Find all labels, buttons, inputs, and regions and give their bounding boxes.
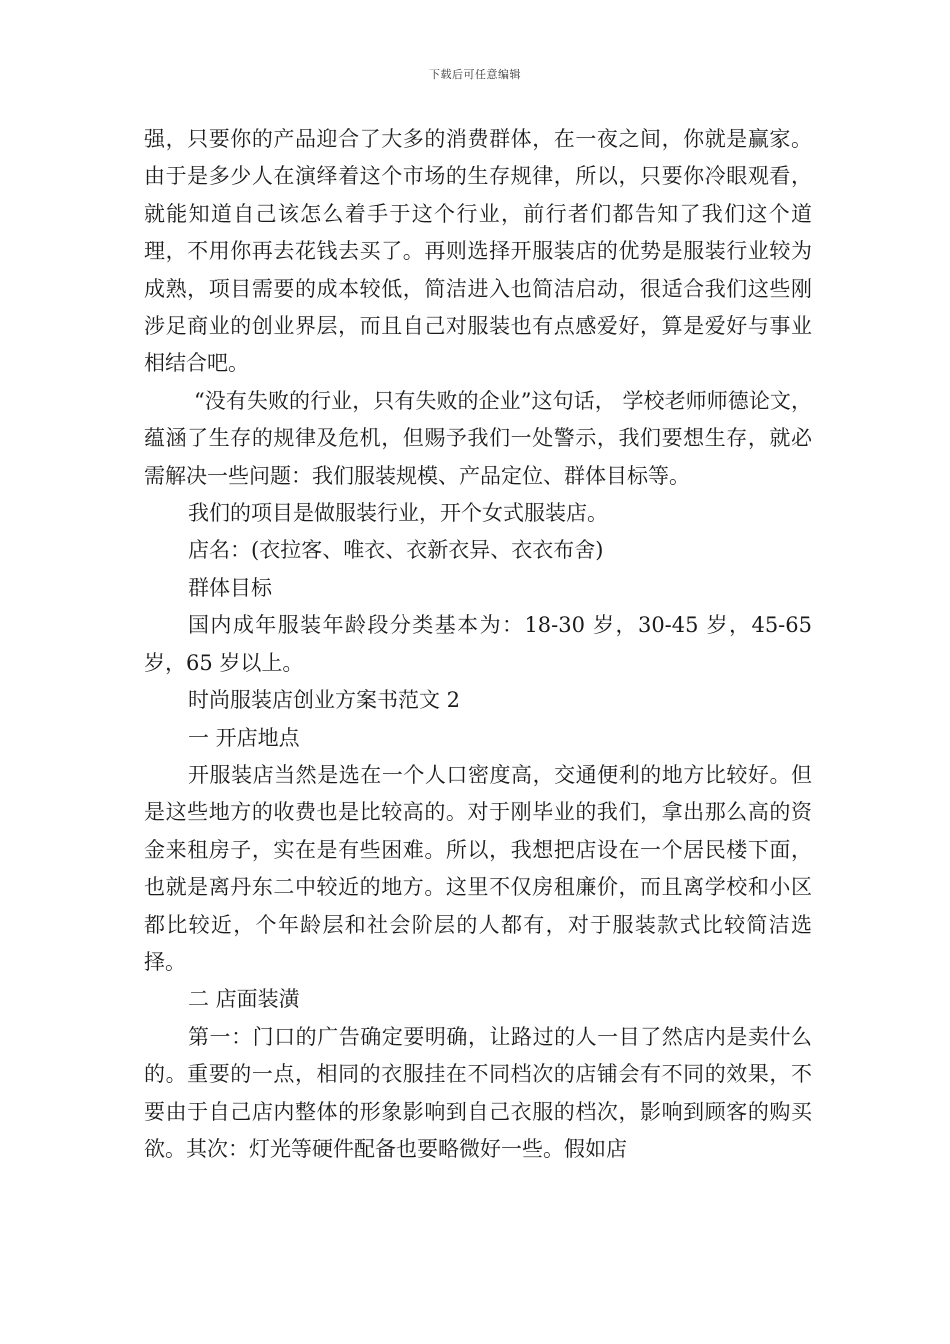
- section-title: 时尚服装店创业方案书范文 2: [188, 688, 461, 713]
- paragraph-location: 开服装店当然是选在一个人口密度高，交通便利的地方比较好。但是这些地方的收费也是比较高的。对于刚毕业的我们，拿出那么高的资金来租房子，实在是有些困难。所以，我想把店设在一个居民楼下面，也就是离丹东二中较近的地方。这里不仅房租廉价，而且离学校和小区都比较近，个年龄层和社会阶层的人都有，对于服装款式比较简洁选择。: [144, 762, 812, 974]
- paragraph-4: 店名：(衣拉客、唯衣、衣新衣异、衣衣布舍): [188, 538, 604, 563]
- page-header: 下载后可任意编辑: [429, 68, 521, 81]
- heading-decoration: 二 店面装潢: [188, 987, 300, 1012]
- heading-location: 一 开店地点: [188, 725, 300, 750]
- paragraph-6: 国内成年服装年龄段分类基本为：18-30 岁，30-45 岁，45-65 岁，65 岁以上。: [144, 613, 812, 675]
- document-body: [144, 121, 812, 1168]
- paragraph-1: 强，只要你的产品迎合了大多的消费群体，在一夜之间，你就是赢家。由于是多少人在演绎着这个市场的生存规律，所以，只要你冷眼观看，就能知道自己该怎么着手于这个行业，前行者们都告知了我们这个道理，不用你再去花钱去买了。再则选择开服装店的优势是服装行业较为成熟，项目需要的成本较低，简洁进入也简洁启动，很适合我们这些刚涉足商业的创业界层，而且自己对服装也有点感爱好，算是爱好与事业相结合吧。: [144, 127, 812, 376]
- paragraph-3: 我们的项目是做服装行业，开个女式服装店。: [188, 501, 608, 526]
- paragraph-2: “没有失败的行业，只有失败的企业”这句话， 学校老师师德论文，蕴涵了生存的规律及危机，但赐予我们一处警示，我们要想生存，就必需解决一些问题：我们服装规模、产品定位、群体目标等。: [144, 388, 812, 488]
- paragraph-decoration: 第一：门口的广告确定要明确，让路过的人一目了然店内是卖什么的。重要的一点，相同的衣服挂在不同档次的店铺会有不同的效果，不要由于自己店内整体的形象影响到自己衣服的档次，影响到顾客的购买欲。其次：灯光等硬件配备也要略微好一些。假如店: [144, 1024, 812, 1161]
- paragraph-5: 群体目标: [188, 575, 272, 600]
